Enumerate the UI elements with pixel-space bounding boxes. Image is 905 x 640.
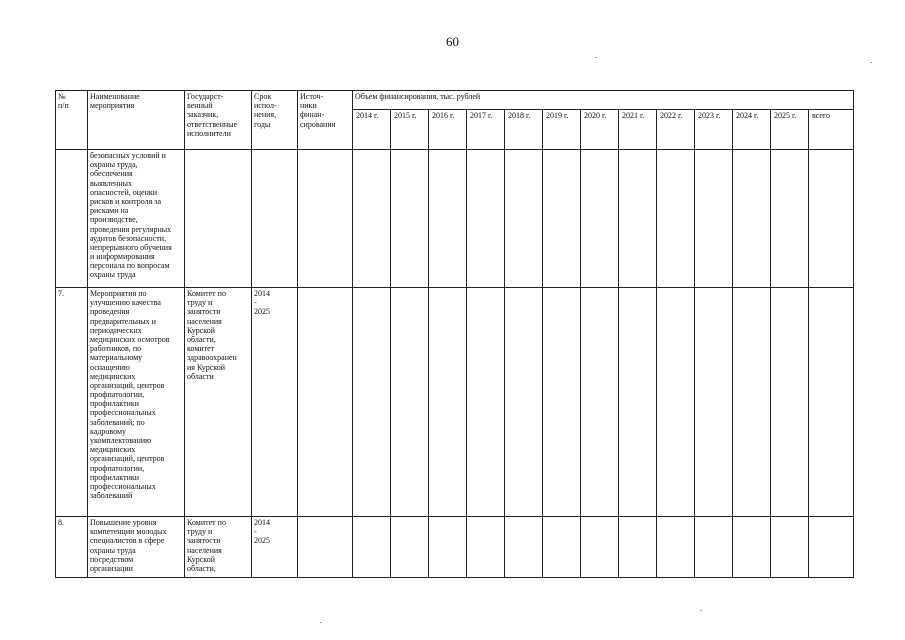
header-year: 2015 г.	[391, 110, 429, 150]
cell-amount	[353, 288, 391, 517]
header-year: 2020 г.	[581, 110, 619, 150]
cell-amount	[581, 517, 619, 578]
table-row	[56, 288, 854, 517]
table-row	[56, 517, 854, 578]
cell-amount	[771, 517, 809, 578]
cell-amount	[505, 288, 543, 517]
cell-total	[809, 517, 854, 578]
cell-total	[809, 288, 854, 517]
cell-customer: Комитет по труду и занятости населения Курской области,	[185, 517, 252, 578]
header-customer: Государст- венный заказчик, ответственные исполнители	[185, 91, 252, 150]
cell-source	[298, 288, 353, 517]
header-name: Наименование мероприятия	[88, 91, 185, 150]
cell-amount	[695, 288, 733, 517]
cell-amount	[619, 150, 657, 288]
cell-amount	[619, 288, 657, 517]
scan-speck	[700, 610, 702, 611]
cell-customer	[185, 150, 252, 288]
cell-amount	[543, 517, 581, 578]
cell-name: Мероприятия по улучшению качества проведения предварительных и периодических медицинских осмотров работников, по материальному оснащению медицинских организаций, центров профпатологии, профилактики профессиональных заболеваний; по кадровому укомплектованию медицинских организаций, центров профпатологии, профилактики профессиональных заболеваний	[88, 288, 185, 517]
page-number: 60	[446, 34, 459, 49]
cell-term: 2014 - 2025	[252, 517, 298, 578]
header-year: 2024 г.	[733, 110, 771, 150]
program-table	[55, 90, 854, 578]
scan-speck	[595, 57, 597, 58]
cell-num	[56, 150, 88, 288]
cell-amount	[543, 288, 581, 517]
cell-amount	[543, 150, 581, 288]
cell-source	[298, 517, 353, 578]
cell-amount	[619, 517, 657, 578]
cell-amount	[353, 150, 391, 288]
scan-speck	[870, 62, 872, 63]
cell-amount	[733, 150, 771, 288]
header-year: 2025 г.	[771, 110, 809, 150]
cell-amount	[429, 288, 467, 517]
cell-total	[809, 150, 854, 288]
cell-name: Повышение уровня компетенции молодых специалистов в сфере охраны труда посредством организации	[88, 517, 185, 578]
header-year: 2023 г.	[695, 110, 733, 150]
header-year: 2016 г.	[429, 110, 467, 150]
cell-amount	[467, 150, 505, 288]
cell-num: 8.	[56, 517, 88, 578]
cell-amount	[657, 150, 695, 288]
cell-amount	[771, 288, 809, 517]
cell-amount	[657, 517, 695, 578]
header-num: № п/п	[56, 91, 88, 150]
cell-source	[298, 150, 353, 288]
cell-num: 7.	[56, 288, 88, 517]
cell-amount	[581, 150, 619, 288]
header-year: 2017 г.	[467, 110, 505, 150]
cell-amount	[733, 288, 771, 517]
cell-amount	[391, 150, 429, 288]
cell-amount	[695, 517, 733, 578]
header-year: 2021 г.	[619, 110, 657, 150]
cell-term	[252, 150, 298, 288]
cell-amount	[581, 288, 619, 517]
cell-amount	[505, 150, 543, 288]
header-funding: Объем финансирования, тыс. рублей	[353, 91, 854, 110]
table-row	[56, 150, 854, 288]
cell-name: безопасных условий и охраны труда, обеспечения выявленных опасностей, оценки рисков и контроля за рисками на производстве, проведения регулярных аудитов безопасности, непрерывного обучения и информирования персонала по вопросам охраны труда	[88, 150, 185, 288]
header-total: всего	[809, 110, 854, 150]
cell-amount	[429, 517, 467, 578]
cell-amount	[733, 517, 771, 578]
cell-amount	[467, 288, 505, 517]
cell-amount	[391, 288, 429, 517]
cell-amount	[771, 150, 809, 288]
cell-amount	[353, 517, 391, 578]
cell-amount	[657, 288, 695, 517]
cell-amount	[695, 150, 733, 288]
header-year: 2022 г.	[657, 110, 695, 150]
cell-amount	[429, 150, 467, 288]
header-term: Срок испол- нения, годы	[252, 91, 298, 150]
scan-speck	[320, 622, 322, 623]
header-source: Источ- ники финан- сирования	[298, 91, 353, 150]
cell-amount	[391, 517, 429, 578]
header-year: 2019 г.	[543, 110, 581, 150]
cell-amount	[467, 517, 505, 578]
cell-amount	[505, 517, 543, 578]
cell-term: 2014 - 2025	[252, 288, 298, 517]
header-year: 2014 г.	[353, 110, 391, 150]
header-year: 2018 г.	[505, 110, 543, 150]
cell-customer: Комитет по труду и занятости населения Курской области, комитет здравоохранен ия Курской области	[185, 288, 252, 517]
